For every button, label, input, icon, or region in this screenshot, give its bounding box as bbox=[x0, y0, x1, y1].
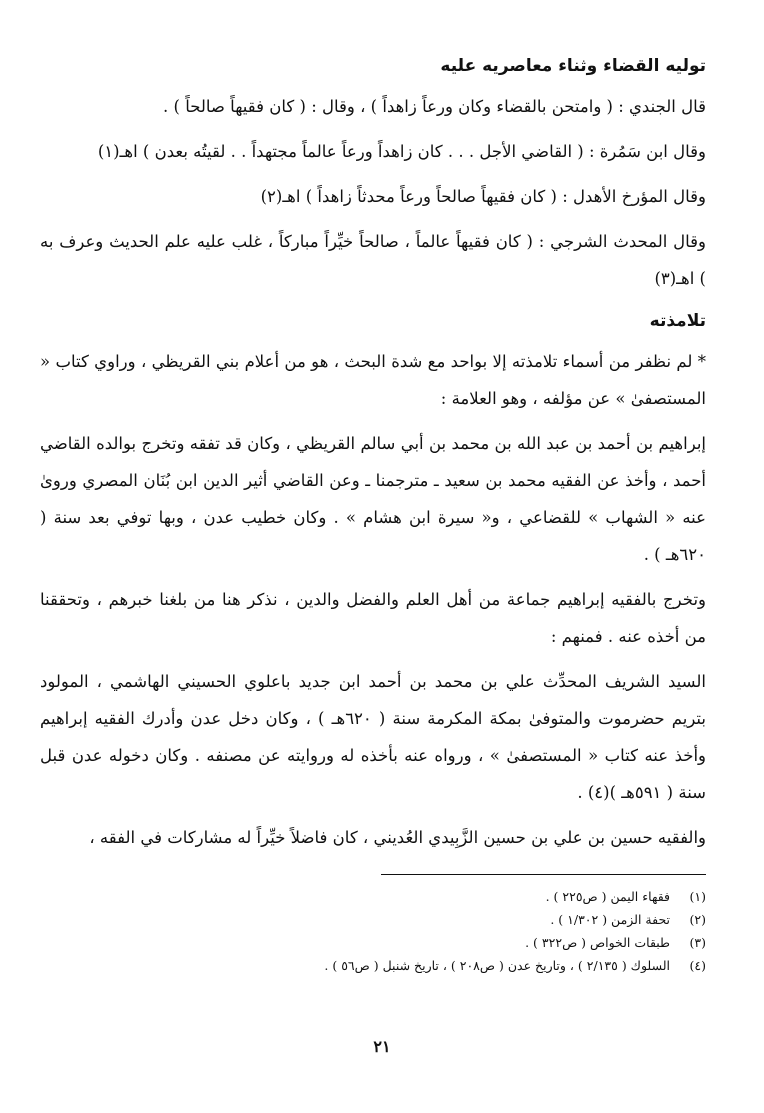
footnote-4 bbox=[40, 954, 706, 977]
paragraph-husayn-bin-ali: والفقيه حسين بن علي بن حسين الزَّبِيدي العُديني ، كان فاضلاً خيِّراً له مشاركات في الفقه ، bbox=[89, 828, 706, 847]
paragraph-ibn-samura-quote: وقال ابن سَمُرة : ( القاضي الأجل . . . كان زاهداً ورعاً عالماً مجتهداً . . لقيتُه بعدن ) اهـ(١) bbox=[97, 142, 706, 161]
footnotes bbox=[40, 885, 706, 977]
footnote-text: طبقات الخواص ( ص٣٢٢ ) . bbox=[525, 935, 670, 950]
paragraph-ahdal-quote: وقال المؤرخ الأهدل : ( كان فقيهاً صالحاً ورعاً محدثاً زاهداً ) اهـ(٢) bbox=[260, 187, 706, 206]
paragraph-ali-bin-muhammad: السيد الشريف المحدِّث علي بن محمد بن أحمد ابن جديد باعلوي الحسيني الهاشمي ، المولود بتريم حضرموت والمتوفىٰ بمكة المكرمة سنة ( ٦٢٠هـ ) ، وكان دخل عدن وأدرك الفقيه إبراهيم وأخذ عنه كتاب « المستصفىٰ » ، ورواه عنه بأخذه له وروايته عن مصنفه . وكان دخوله عدن قبل سنة ( ٥٩١هـ )(٤) . bbox=[40, 672, 707, 802]
paragraph-jundi-quote: قال الجندي : ( وامتحن بالقضاء وكان ورعاً زاهداً ) ، وقال : ( كان فقيهاً صالحاً ) . bbox=[163, 97, 706, 116]
footnote-number: (٢) bbox=[689, 912, 706, 927]
page-number: ٢١ bbox=[373, 1037, 391, 1056]
footnote-text: تحفة الزمن ( ١/٣٠٢ ) . bbox=[550, 912, 670, 927]
paragraph-ibrahim-students: وتخرج بالفقيه إبراهيم جماعة من أهل العلم والفضل والدين ، نذكر هنا من بلغنا خبرهم ، وتحققنا من أخذه عنه . فمنهم : bbox=[40, 590, 706, 646]
section-heading-judgeship: توليه القضاء وثناء معاصريه عليه bbox=[440, 56, 706, 76]
paragraph-ibrahim-biography: إبراهيم بن أحمد بن عبد الله بن محمد بن أبي سالم القريظي ، وكان قد تفقه وتخرج بوالده القاضي أحمد ، وأخذ عن الفقيه محمد بن سعيد ـ مترجمنا ـ وعن القاضي أثير الدين ابن بُنَان المصري وروىٰ عنه « الشهاب » للقضاعي ، و« سيرة ابن هشام » . وكان خطيب عدن ، وبها توفي بعد سنة ( ٦٢٠هـ ) . bbox=[40, 434, 706, 564]
footnote-2 bbox=[40, 908, 706, 931]
footnote-text: فقهاء اليمن ( ص٢٢٥ ) . bbox=[545, 889, 670, 904]
footnote-number: (٣) bbox=[689, 935, 706, 950]
footnote-1 bbox=[40, 885, 706, 908]
footnote-separator bbox=[381, 874, 706, 875]
footnote-3 bbox=[40, 931, 706, 954]
section-heading-students: تلامذته bbox=[649, 311, 706, 331]
footnote-number: (١) bbox=[689, 889, 706, 904]
footnote-text: السلوك ( ٢/١٣٥ ) ، وتاريخ عدن ( ص٢٠٨ ) ، تاريخ شنبل ( ص٥٦ ) . bbox=[324, 958, 670, 973]
paragraph-students-intro: * لم نظفر من أسماء تلامذته إلا بواحد مع شدة البحث ، هو من أعلام بني القريظي ، وراوي كتاب « المستصفىٰ » عن مؤلفه ، وهو العلامة : bbox=[40, 352, 706, 408]
book-page bbox=[40, 52, 706, 1113]
footnote-number: (٤) bbox=[689, 958, 706, 973]
paragraph-sharji-quote: وقال المحدث الشرجي : ( كان فقيهاً عالماً ، صالحاً خيِّراً مباركاً ، غلب عليه علم الحديث وعرف به ) اهـ(٣) bbox=[40, 232, 706, 288]
